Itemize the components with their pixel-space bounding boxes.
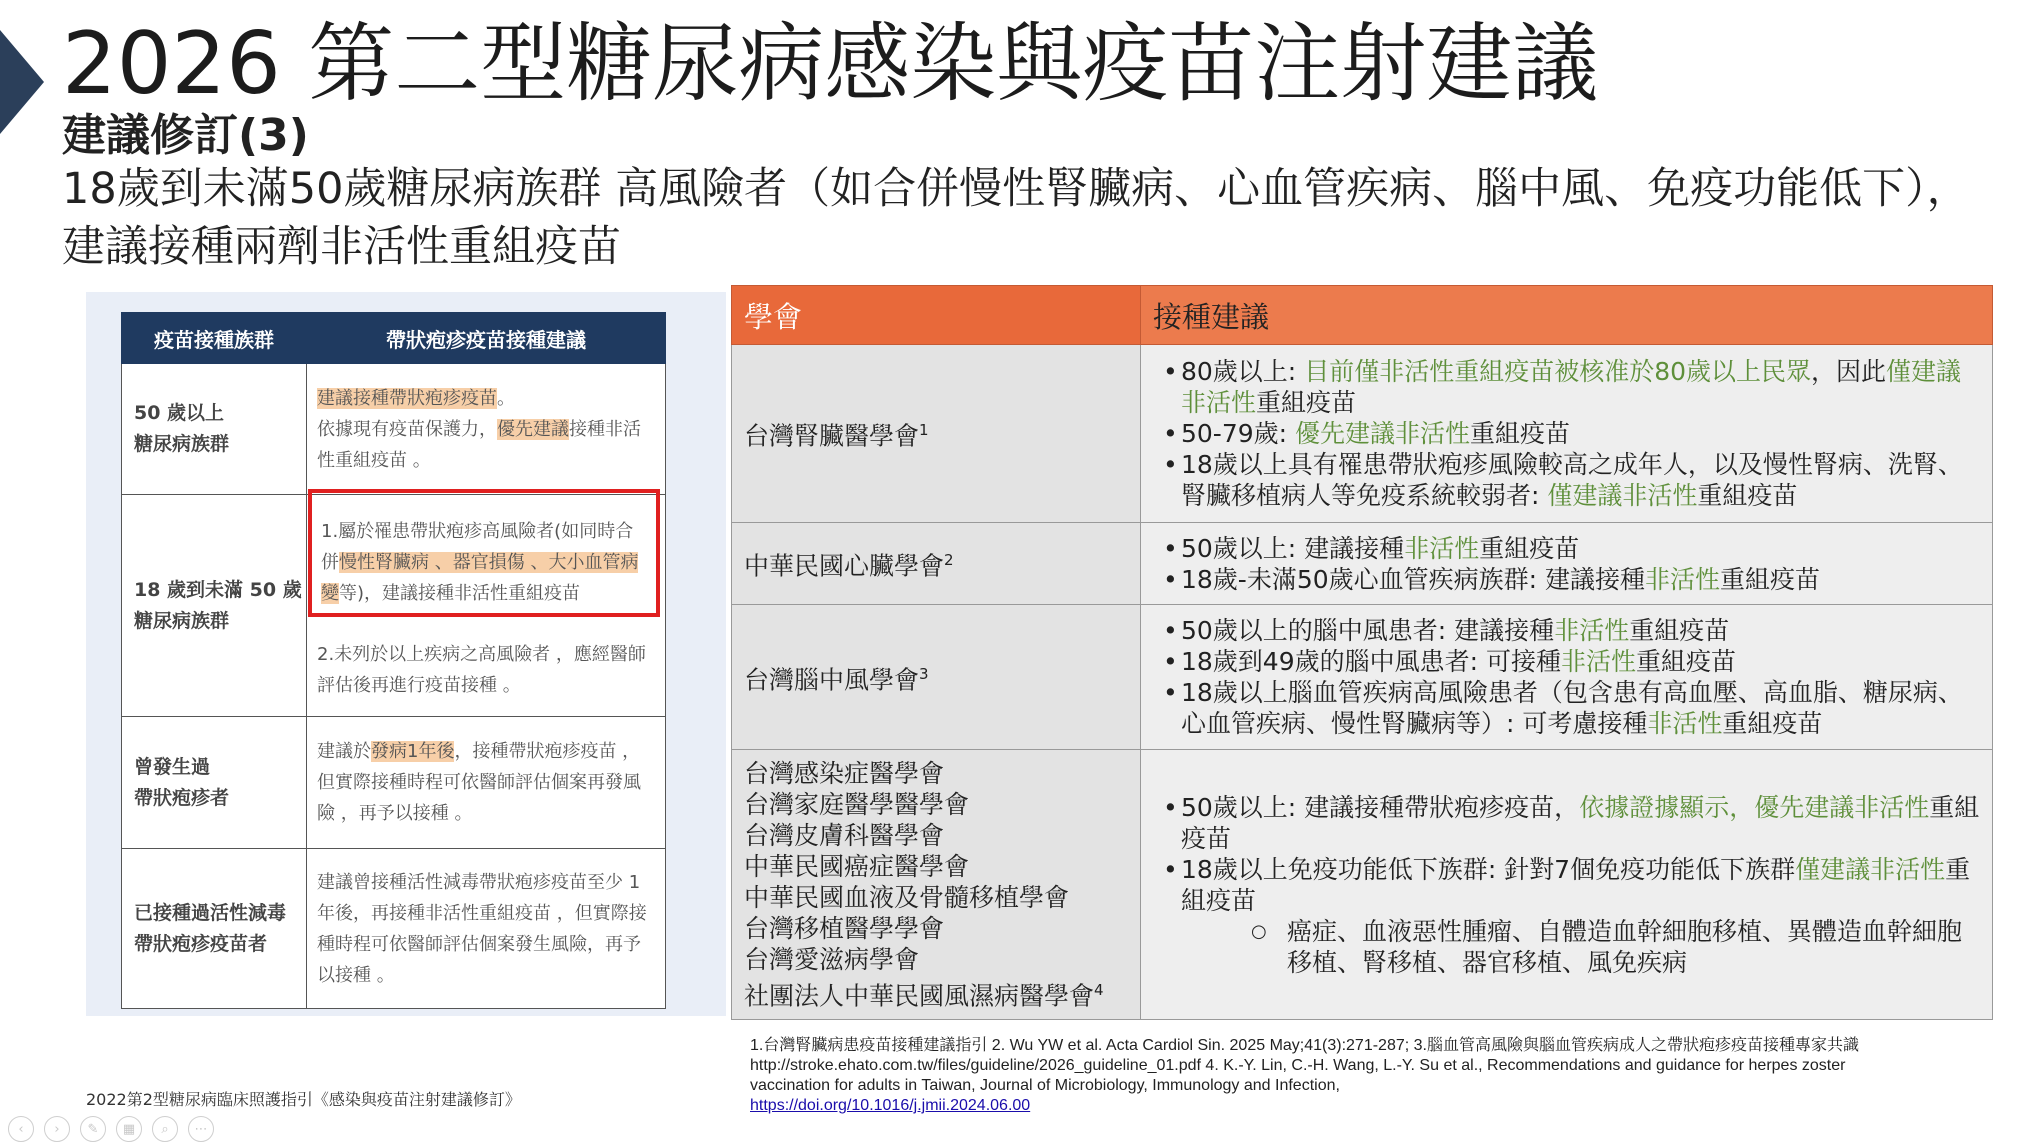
recommendation-cell — [1141, 523, 1993, 605]
text-span: 50歲以上的腦中風患者: 建議接種 — [1181, 616, 1555, 645]
reference-number: 2 — [944, 551, 954, 570]
pen-icon[interactable]: ✎ — [80, 1116, 106, 1142]
society-recommendations-table — [731, 285, 1993, 1020]
zoom-icon[interactable]: ⌕ — [152, 1116, 178, 1142]
text-span: 18歲以上具有罹患帶狀疱疹風險較高之成年人，以及慢性腎病、洗腎、腎臟移植病人等免疫系統較弱者: — [1181, 450, 1963, 510]
slide-title: 2026 第二型糖尿病感染與疫苗注射建議 — [62, 14, 1599, 114]
group-cell: 曾發生過 帶狀疱疹者 — [122, 717, 307, 849]
society-cell — [732, 523, 1141, 605]
text-span: 18歲以上免疫功能低下族群: 針對7個免疫功能低下族群 — [1181, 854, 1796, 884]
text-span: 癌症、血液惡性腫瘤、自體造血幹細胞移植、異體造血幹細胞移植、腎移植、器官移植、風免疾病 — [1287, 916, 1963, 977]
text-span: 80歲以上: — [1181, 357, 1305, 386]
society-name: 台灣感染症醫學會 — [744, 758, 945, 788]
text-span: 重組疫苗 — [1720, 564, 1821, 594]
recommendation-cell: 1.屬於罹患帶狀疱疹高風險者(如同時合併慢性腎臟病 、器官損傷 、大小血管病變等)，建議接種非活性重組疫苗 2.未列於以上疾病之高風險者 ，應經醫師評估後再進行疫苗接種 。 — [307, 495, 666, 717]
list-item — [1181, 356, 1980, 418]
table-row — [732, 345, 1993, 523]
text-span: 50歲以上: 建議接種帶狀疱疹疫苗， — [1181, 792, 1580, 822]
society-name: 台灣皮膚科醫學會 — [744, 820, 945, 850]
table-row — [732, 605, 1993, 750]
highlighted-text: 僅建議非活性 — [1181, 357, 1962, 417]
text-span: 重組疫苗 — [1697, 481, 1798, 510]
highlighted-text: 僅建議非活性 — [1795, 854, 1946, 884]
highlighted-text: 優先建議非活性 — [1295, 419, 1471, 448]
group-cell: 已接種過活性減毒 帶狀疱疹疫苗者 — [122, 849, 307, 1009]
reference-number: 3 — [919, 664, 929, 683]
society-name: 中華民國癌症醫學會 — [744, 851, 970, 881]
doi-link[interactable]: https://doi.org/10.1016/j.jmii.2024.06.00 — [750, 1097, 1031, 1114]
recommendation-cell — [1141, 750, 1993, 1020]
slideshow-toolbar — [8, 1116, 214, 1142]
society-name: 台灣腎臟醫學會$^1$ — [744, 421, 929, 451]
list-item — [1181, 533, 1980, 564]
list-item — [1181, 449, 1980, 511]
recommendation-cell: 建議接種帶狀疱疹疫苗。 依據現有疫苗保護力，優先建議接種非活性重組疫苗 。 — [307, 364, 666, 495]
text-span: 重組疫苗 — [1181, 792, 1980, 853]
list-item — [1181, 677, 1980, 739]
society-name: 台灣家庭醫學醫學會 — [744, 789, 970, 819]
table-row — [122, 849, 666, 1009]
left-table-source: 2022第2型糖尿病臨床照護指引《感染與疫苗注射建議修訂》 — [86, 1090, 521, 1109]
reference-number: 4 — [1094, 980, 1104, 999]
society-cell — [732, 750, 1141, 1020]
prev-icon[interactable]: ‹ — [8, 1116, 34, 1142]
text-span: 重組疫苗 — [1722, 709, 1823, 738]
list-item — [1181, 792, 1980, 854]
society-name: 台灣移植醫學學會 — [744, 913, 945, 943]
society-name: 中華民國血液及骨髓移植學會 — [744, 882, 1070, 912]
list-item — [1181, 615, 1980, 646]
text-span: 50-79歲: — [1181, 419, 1296, 448]
highlighted-text: 非活性 — [1554, 616, 1630, 645]
text-span: 18歲以上腦血管疾病高風險患者（包含患有高血壓、高血脂、糖尿病、心血管疾病、慢性腎臟病等）: 可考慮接種 — [1181, 678, 1963, 738]
recommendation-cell — [1141, 605, 1993, 750]
list-item — [1181, 916, 1980, 978]
highlighted-text: 非活性 — [1404, 533, 1480, 563]
col-header-society: 學會 — [732, 286, 1141, 345]
text-span: 重組疫苗 — [1636, 647, 1737, 676]
text-span: 重組疫苗 — [1256, 388, 1357, 417]
text-span: 重組疫苗 — [1479, 533, 1580, 563]
reference-number: 1 — [919, 421, 929, 440]
group-cell: 50 歲以上 糖尿病族群 — [122, 364, 307, 495]
text-span: 重組疫苗 — [1470, 419, 1571, 448]
society-name: 台灣腦中風學會$^3$ — [744, 664, 929, 695]
highlighted-text: 非活性 — [1647, 709, 1723, 738]
table-row — [732, 523, 1993, 605]
text-span: 重組疫苗 — [1629, 616, 1730, 645]
list-item — [1181, 564, 1980, 595]
society-cell — [732, 605, 1141, 750]
text-span: 50歲以上: 建議接種 — [1181, 533, 1405, 563]
slide-description: 18歲到未滿50歲糖尿病族群 高風險者（如合併慢性腎臟病、心血管疾病、腦中風、免疫功能低下），建議接種兩劑非活性重組疫苗 — [62, 164, 1970, 272]
text-span: 18歲-未滿50歲心血管疾病族群: 建議接種 — [1181, 564, 1646, 594]
group-cell: 18 歲到未滿 50 歲 糖尿病族群 — [122, 495, 307, 717]
list-item — [1181, 854, 1980, 916]
recommendation-cell — [1141, 345, 1993, 523]
list-item — [1181, 646, 1980, 677]
more-icon[interactable]: ⋯ — [188, 1116, 214, 1142]
table-row — [122, 364, 666, 495]
list-item — [1181, 418, 1980, 449]
col-header-recommendation: 帶狀疱疹疫苗接種建議 — [307, 313, 666, 364]
society-name: 中華民國心臟學會$^2$ — [744, 551, 954, 581]
society-name: 台灣愛滋病學會 — [744, 944, 920, 974]
text-span: ，因此 — [1811, 357, 1887, 386]
slides-icon[interactable]: ▦ — [116, 1116, 142, 1142]
col-header-recommendation: 接種建議 — [1141, 286, 1993, 345]
society-name: 社團法人中華民國風濕病醫學會$^4$ — [744, 980, 1104, 1011]
slide-arrow-decoration — [0, 30, 44, 134]
highlighted-text: 僅建議非活性 — [1547, 481, 1698, 510]
slide-subtitle: 建議修訂(3) — [62, 110, 309, 161]
col-header-group: 疫苗接種族群 — [122, 313, 307, 364]
recommendation-cell: 建議曾接種活性減毒帶狀疱疹疫苗至少 1 年後，再接種非活性重組疫苗 ，但實際接種時程可依醫師評估個案發生風險，再予以接種 。 — [307, 849, 666, 1009]
highlighted-text: 非活性 — [1561, 647, 1637, 676]
text-span: 18歲到49歲的腦中風患者: 可接種 — [1181, 647, 1561, 676]
references: 1.台灣腎臟病患疫苗接種建議指引 2. Wu YW et al. Acta Cardiol Sin. 2025 May;41(3):271-287; 3.腦血管高風險與腦血管疾病成人之帶狀疱疹疫苗接種專家共識 http://stroke.ehato.com.tw/files/guideline/2026_guideline_01.pdf 4. K.-Y. Lin, C.-H. Wang, L.-Y. Su et al., Recommendations and guidance for herpes zoster vaccination for adults in Taiwan, Journal of Microbiology, Immunology and Infection, https://doi.org/10.1016/j.jmii.2024.06.00 — [750, 1037, 1859, 1114]
recommendation-cell: 建議於發病1年後，接種帶狀疱疹疫苗 ，但實際接種時程可依醫師評估個案再發風險 ，再予以接種 。 — [307, 717, 666, 849]
table-row — [122, 717, 666, 849]
highlight-box — [308, 489, 660, 617]
text-span: 重組疫苗 — [1181, 854, 1971, 915]
highlighted-text: 依據證據顯示，優先建議非活性 — [1579, 792, 1930, 822]
guideline-table — [121, 312, 666, 1009]
society-cell — [732, 345, 1141, 523]
table-row — [732, 750, 1993, 1020]
next-icon[interactable]: › — [44, 1116, 70, 1142]
highlighted-text: 非活性 — [1645, 564, 1721, 594]
highlighted-text: 目前僅非活性重組疫苗被核准於80歲以上民眾 — [1304, 357, 1812, 386]
